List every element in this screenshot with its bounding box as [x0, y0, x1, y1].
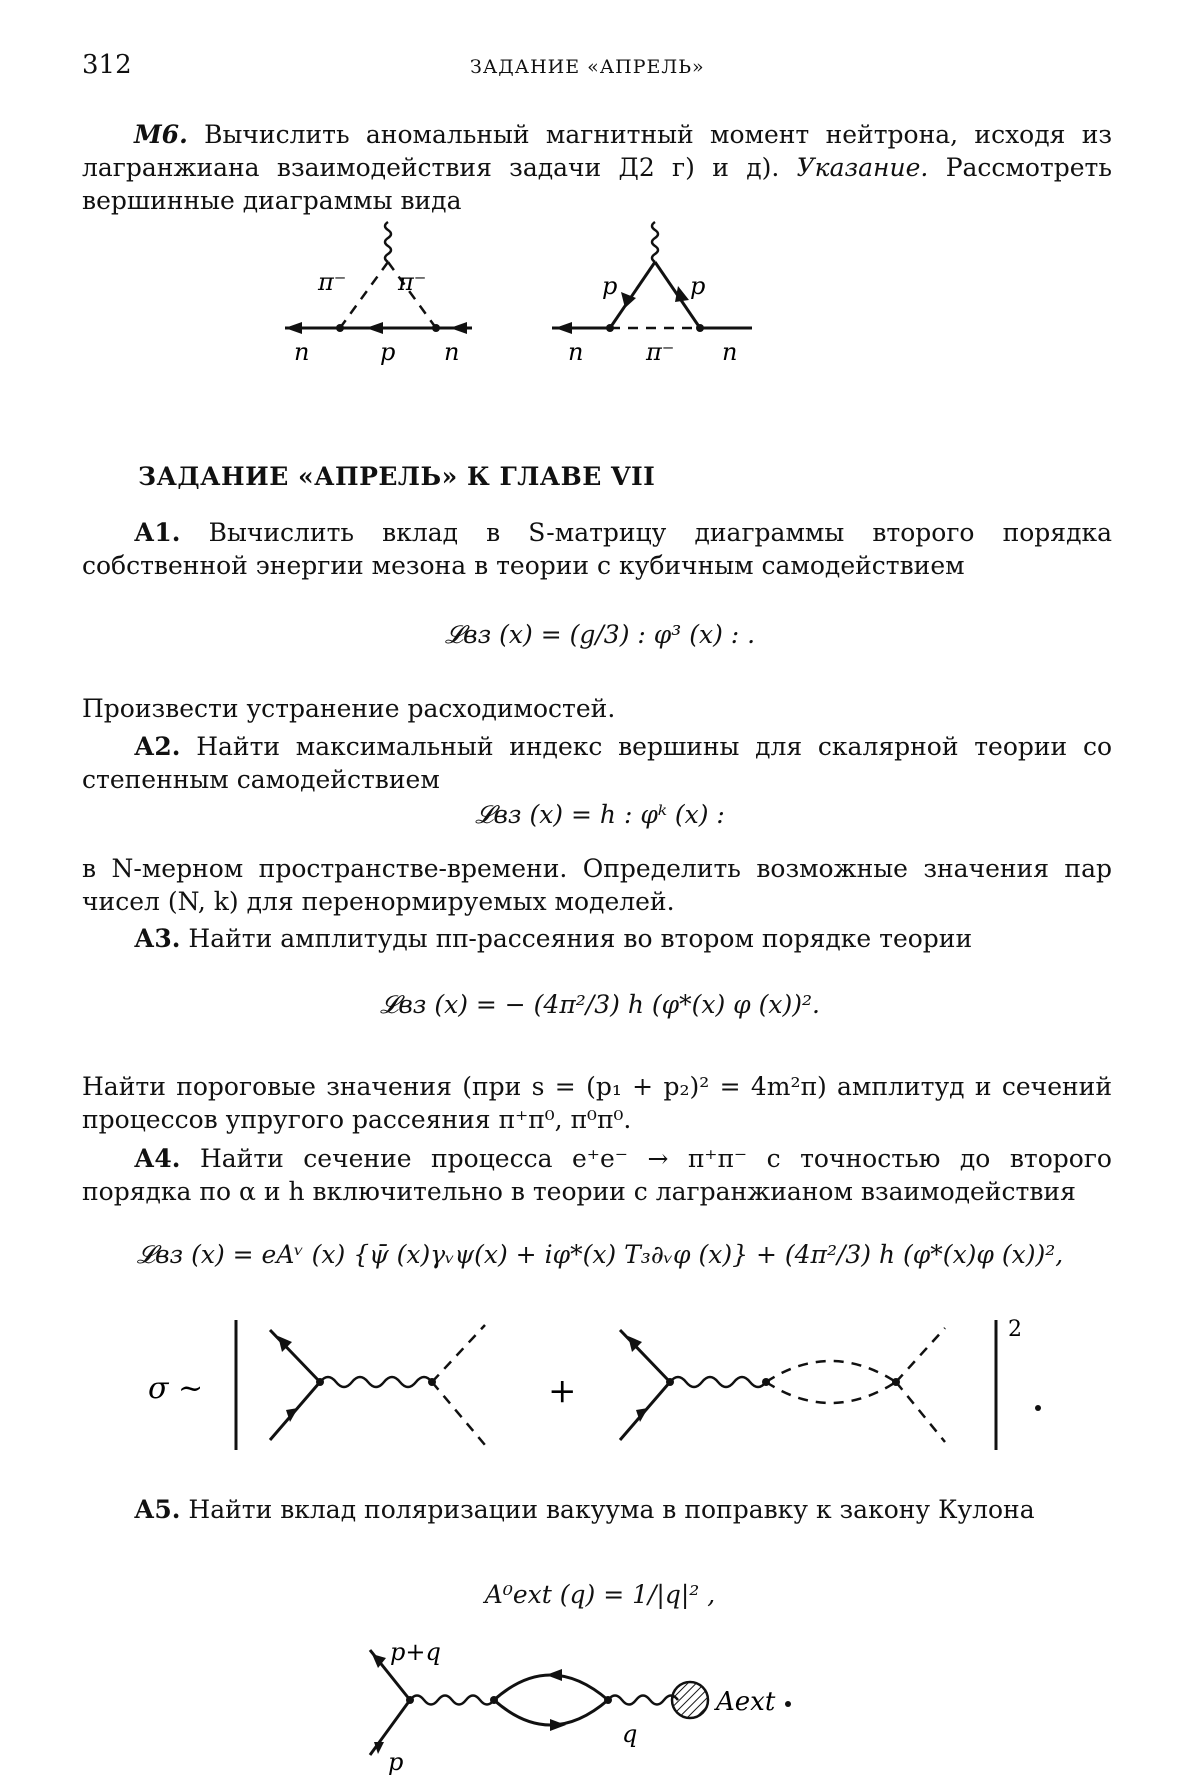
problem-a3-text: Найти амплитуды ππ-рассеяния во втором порядке теории	[188, 924, 973, 953]
problem-a5-text: Найти вклад поляризации вакуума в поправку к закону Кулона	[188, 1495, 1035, 1524]
problem-a2	[82, 730, 1112, 796]
problem-a5	[82, 1493, 1112, 1526]
formula-a1: 𝓛вз (x) = (g/3) : φ³ (x) : .	[444, 620, 756, 649]
external-field-blob	[672, 1682, 708, 1718]
label-aext: Aext	[716, 1687, 776, 1717]
problem-m6-hint-text: Рассмотреть вершинные диаграммы вида	[82, 153, 1112, 215]
label-p-plus-q: p+q	[390, 1638, 441, 1666]
d2-label-n-left: n	[568, 338, 584, 366]
d1-label-right-pion: π⁻	[398, 268, 427, 296]
photon-wavy-line	[652, 222, 658, 262]
problem-a1-text: Вычислить вклад в S-матрицу диаграммы второго порядка собственной энергии мезона в теории с кубичным самодействием	[82, 518, 1112, 580]
problem-m6-hint-label: Указание.	[796, 153, 929, 182]
a4-cross-section-diagram	[140, 1300, 1100, 1470]
label-q: q	[622, 1720, 638, 1748]
formula-a3: 𝓛вз (x) = − (4π²/3) h (φ*(x) φ (x))².	[380, 990, 820, 1019]
d1-label-n-right: n	[444, 338, 460, 366]
label-p: p	[388, 1748, 404, 1776]
problem-m6-label: М6.	[134, 120, 188, 149]
d1-label-left-pion: π⁻	[318, 268, 347, 296]
running-title: ЗАДАНИЕ «АПРЕЛЬ»	[470, 56, 705, 78]
a4-tree-diagram	[270, 1325, 485, 1445]
formula-a4: 𝓛вз (x) = eAᵛ (x) {ψ̄ (x)γᵥψ(x) + iφ*(x) T₃∂ᵥφ (x)} + (4π²/3) h (φ*(x)φ (x))²,	[136, 1240, 1064, 1269]
diagram-pion-loop	[285, 222, 472, 366]
problem-a1-label: А1.	[134, 518, 181, 547]
section-heading: ЗАДАНИЕ «АПРЕЛЬ» К ГЛАВЕ VII	[138, 462, 656, 491]
a5-vacuum-polarization-diagram	[350, 1630, 870, 1780]
plus-sign: +	[548, 1371, 577, 1411]
problem-a4-label: А4.	[134, 1144, 181, 1173]
problem-a2-after: в N-мерном пространстве-времени. Определить возможные значения пар чисел (N, k) для перенормируемых моделей.	[82, 854, 1112, 916]
problem-m6-text: Вычислить аномальный магнитный момент нейтрона, исходя из лагранжиана взаимодействия задачи Д2 г) и д).	[82, 120, 1112, 182]
problem-a5-label: А5.	[134, 1495, 181, 1524]
d2-label-p-right: p	[690, 272, 706, 300]
problem-m6	[82, 118, 1112, 217]
problem-a4-text: Найти сечение процесса e⁺e⁻ → π⁺π⁻ с точностью до второго порядка по α и h включительно в теории с лагранжианом взаимодействия	[82, 1144, 1112, 1206]
m6-vertex-diagrams	[280, 210, 900, 420]
problem-a3-label: А3.	[134, 924, 181, 953]
formula-a5: A⁰ext (q) = 1/|q|² ,	[484, 1580, 716, 1609]
problem-a3-after: Найти пороговые значения (при s = (p₁ + p₂)² = 4m²π) амплитуд и сечений процессов упругого рассеяния π⁺π⁰, π⁰π⁰.	[82, 1072, 1112, 1134]
d1-label-p: p	[380, 338, 396, 366]
problem-a2-label: А2.	[134, 732, 181, 761]
sigma-proportional: σ ~	[148, 1371, 204, 1406]
pion-dashed-line-left	[340, 262, 388, 328]
a4-loop-diagram	[620, 1328, 945, 1442]
d1-label-n-left: n	[294, 338, 310, 366]
problem-a3	[82, 922, 1112, 955]
diagram-proton-loop	[552, 222, 752, 366]
d2-label-pion: π⁻	[646, 338, 675, 366]
photon-wavy-line	[385, 222, 391, 262]
formula-a2: 𝓛вз (x) = h : φᵏ (x) :	[475, 800, 725, 829]
problem-a1-after: Произвести устранение расходимостей.	[82, 694, 616, 723]
d2-label-p-left: p	[602, 272, 618, 300]
square-power: 2	[1008, 1317, 1022, 1342]
page-number: 312	[82, 50, 132, 80]
d2-label-n-right: n	[722, 338, 738, 366]
problem-a1	[82, 516, 1112, 582]
problem-a4	[82, 1142, 1112, 1208]
problem-a2-text: Найти максимальный индекс вершины для скалярной теории со степенным самодействием	[82, 732, 1112, 794]
